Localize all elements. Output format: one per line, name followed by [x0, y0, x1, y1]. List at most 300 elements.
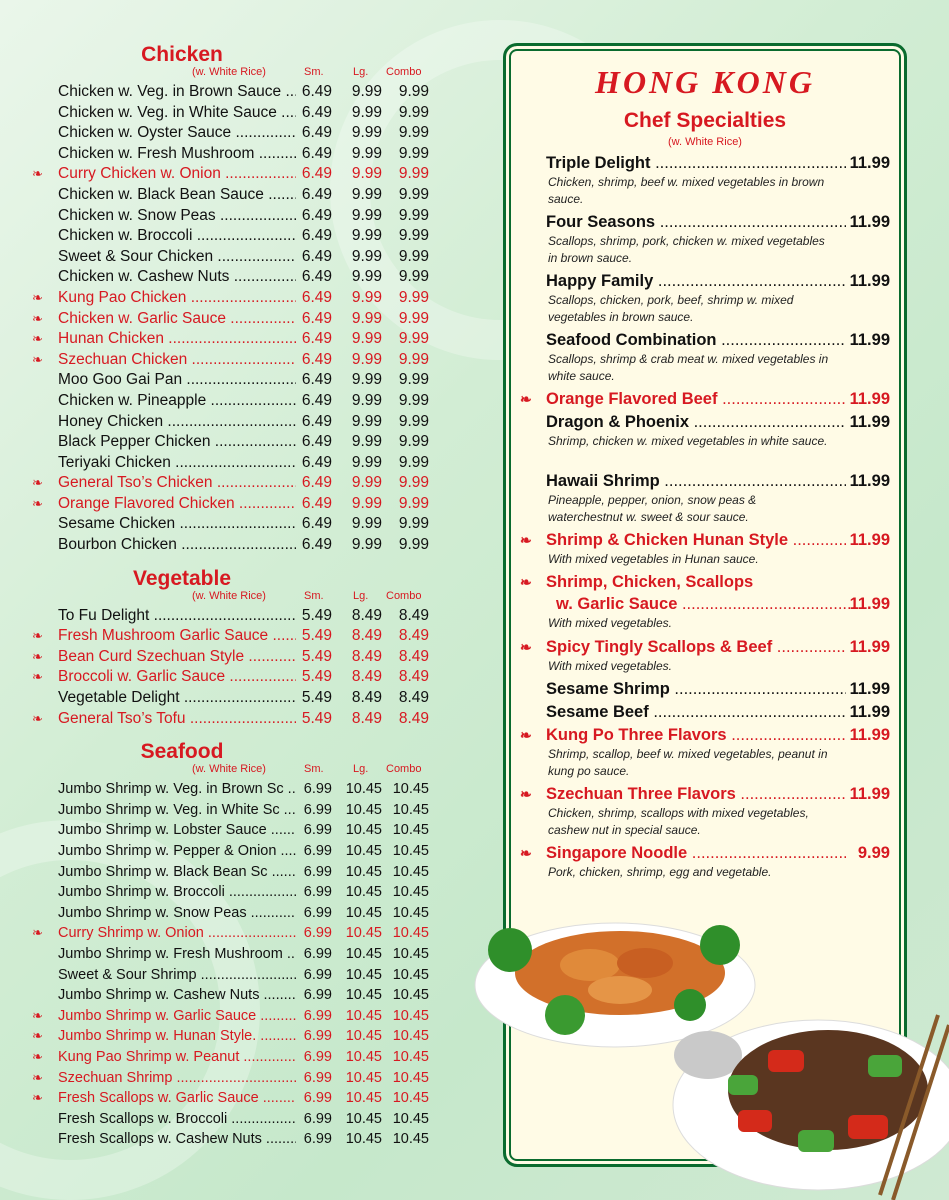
price-combo: 9.99: [398, 309, 429, 327]
chicken-section-title: Chicken: [141, 43, 223, 66]
menu-item-row: [32, 882, 442, 903]
price-sm: 6.49: [301, 309, 332, 327]
price-lg: 10.45: [345, 884, 382, 901]
specialty-description: Pork, chicken, shrimp, egg and vegetable.: [548, 865, 772, 879]
item-name: Bourbon Chicken .....: [58, 535, 296, 556]
specialty-name: Dragon & Phoenix .....: [546, 411, 846, 433]
price-sm: 6.99: [303, 1069, 332, 1086]
price-sm: 6.49: [301, 536, 332, 554]
chili-pepper-icon: ❧: [32, 710, 43, 726]
specialty-price: 11.99: [849, 726, 890, 744]
price-lg: 10.45: [345, 966, 382, 983]
price-sm: 6.49: [301, 165, 332, 183]
menu-item-row: [32, 473, 442, 494]
price-lg: 9.99: [351, 165, 382, 183]
specialty-price: 11.99: [849, 390, 890, 408]
chicken-header-col-lg: Lg.: [353, 66, 369, 78]
vegetable-header-col-lg: Lg.: [353, 589, 369, 602]
item-name: Orange Flavored Chicken .....: [58, 494, 296, 515]
item-name: Kung Pao Chicken .....: [58, 288, 296, 309]
menu-item-row: [32, 535, 442, 556]
menu-item-row: [32, 144, 442, 165]
price-combo: 9.99: [398, 433, 429, 451]
price-sm: 6.49: [301, 412, 332, 430]
specialty-name: Kung Po Three Flavors .....: [546, 724, 846, 746]
specialty-price: 11.99: [849, 213, 890, 231]
price-lg: 9.99: [351, 515, 382, 533]
menu-item-row: [32, 923, 442, 944]
specialty-price: 11.99: [849, 703, 890, 721]
specialty-price: 11.99: [849, 331, 890, 349]
chili-pepper-icon: ❧: [32, 1028, 43, 1044]
price-lg: 9.99: [351, 330, 382, 348]
item-name: Chicken w. Oyster Sauce .....: [58, 123, 296, 144]
item-name: To Fu Delight .....: [58, 606, 296, 627]
price-combo: 9.99: [398, 247, 429, 265]
price-lg: 9.99: [351, 412, 382, 430]
vegetable-section: [32, 568, 442, 730]
item-name: Chicken w. Snow Peas .....: [58, 206, 296, 227]
specialty-name: Spicy Tingly Scallops & Beef .....: [546, 636, 846, 658]
specialty-name: Hawaii Shrimp .....: [546, 470, 846, 492]
menu-item-row: [32, 606, 442, 627]
specialty-item: [520, 411, 890, 450]
price-sm: 6.99: [303, 1028, 332, 1045]
chili-pepper-icon: ❧: [32, 495, 43, 511]
vegetable-header-col-combo: Combo: [386, 589, 422, 602]
price-combo: 10.45: [392, 1007, 429, 1024]
price-combo: 9.99: [398, 165, 429, 183]
specialty-name: Shrimp & Chicken Hunan Style .....: [546, 529, 846, 551]
price-lg: 10.45: [345, 863, 382, 880]
price-lg: 9.99: [351, 227, 382, 245]
specialty-description: Chicken, shrimp, scallops with mixed vegetables, cashew nut in special sauce.: [548, 806, 809, 837]
item-name: Jumbo Shrimp w. Snow Peas .....: [58, 903, 296, 924]
price-sm: 6.99: [303, 1090, 332, 1107]
restaurant-brand: HONG KONG: [595, 64, 815, 100]
price-sm: 6.99: [303, 884, 332, 901]
price-combo: 10.45: [392, 925, 429, 942]
price-lg: 10.45: [345, 987, 382, 1004]
price-sm: 6.99: [303, 925, 332, 942]
menu-item-row: [32, 1026, 442, 1047]
price-sm: 6.99: [303, 843, 332, 859]
price-combo: 10.45: [392, 843, 429, 859]
price-combo: 8.49: [398, 709, 429, 727]
menu-item-row: [32, 647, 442, 668]
specialty-item: [520, 571, 890, 632]
price-lg: 8.49: [351, 647, 382, 665]
chicken-header-col-sm: Sm.: [304, 66, 324, 78]
price-sm: 5.49: [301, 647, 332, 665]
price-combo: 10.45: [392, 1069, 429, 1086]
chili-pepper-icon: ❧: [32, 1069, 43, 1085]
menu-item-row: [32, 391, 442, 412]
price-combo: 9.99: [398, 371, 429, 389]
item-name: Sweet & Sour Shrimp .....: [58, 965, 296, 986]
item-name: Jumbo Shrimp w. Veg. in Brown Sc .....: [58, 779, 296, 800]
price-sm: 6.49: [301, 330, 332, 348]
price-combo: 9.99: [398, 412, 429, 430]
chili-pepper-icon: ❧: [32, 351, 43, 367]
item-name: Chicken w. Veg. in Brown Sauce .....: [58, 82, 296, 103]
item-name: General Tso’s Chicken .....: [58, 473, 296, 494]
specialty-item: [520, 388, 890, 410]
item-name: Kung Pao Shrimp w. Peanut .....: [58, 1047, 296, 1068]
price-lg: 9.99: [351, 206, 382, 224]
price-combo: 9.99: [398, 494, 429, 512]
price-lg: 9.99: [351, 124, 382, 142]
chili-pepper-icon: ❧: [32, 925, 43, 941]
menu-item-row: [32, 1006, 442, 1027]
chili-pepper-icon: ❧: [32, 1007, 43, 1023]
specialty-price: 11.99: [849, 680, 890, 698]
price-sm: 5.49: [301, 689, 332, 707]
price-combo: 9.99: [398, 350, 429, 368]
item-name: Jumbo Shrimp w. Black Bean Sc .....: [58, 862, 296, 883]
price-combo: 10.45: [392, 863, 429, 880]
price-sm: 6.99: [303, 1048, 332, 1065]
price-lg: 9.99: [351, 185, 382, 203]
specialty-price: 11.99: [849, 638, 890, 656]
price-lg: 10.45: [345, 822, 382, 839]
specialty-description: Scallops, shrimp & crab meat w. mixed vegetables in white sauce.: [548, 352, 829, 383]
price-lg: 9.99: [351, 288, 382, 306]
item-name: Jumbo Shrimp w. Hunan Style. .....: [58, 1026, 296, 1047]
specialty-item: [520, 724, 890, 780]
chicken-column-header: [32, 66, 442, 82]
price-sm: 6.49: [301, 247, 332, 265]
price-lg: 10.45: [345, 1110, 382, 1127]
price-sm: 6.49: [301, 144, 332, 162]
menu-item-row: [32, 453, 442, 474]
price-combo: 9.99: [398, 474, 429, 492]
price-combo: 9.99: [398, 144, 429, 162]
seafood-header-col-sm: Sm.: [304, 763, 324, 776]
specialty-description: Chicken, shrimp, beef w. mixed vegetables in brown sauce.: [548, 175, 825, 206]
item-name: Bean Curd Szechuan Style .....: [58, 647, 296, 668]
price-combo: 9.99: [398, 227, 429, 245]
specialty-item: [520, 152, 890, 208]
price-sm: 6.99: [303, 801, 332, 818]
price-lg: 9.99: [351, 453, 382, 471]
price-sm: 6.49: [301, 227, 332, 245]
specialty-item: [520, 842, 890, 881]
price-sm: 6.49: [301, 350, 332, 368]
price-sm: 5.49: [301, 627, 332, 645]
price-sm: 6.99: [303, 1131, 332, 1148]
price-lg: 10.45: [345, 1007, 382, 1024]
price-combo: 9.99: [398, 536, 429, 554]
item-name: Teriyaki Chicken .....: [58, 453, 296, 474]
item-name: Sesame Chicken .....: [58, 514, 296, 535]
item-name: Fresh Scallops w. Garlic Sauce .....: [58, 1088, 296, 1109]
price-combo: 10.45: [392, 904, 429, 921]
chili-pepper-icon: ❧: [520, 639, 532, 655]
price-sm: 6.49: [301, 83, 332, 100]
chicken-header-col-combo: Combo: [386, 66, 422, 78]
price-lg: 9.99: [351, 144, 382, 162]
menu-item-row: [32, 247, 442, 268]
menu-item-row: [32, 862, 442, 883]
item-name: Black Pepper Chicken .....: [58, 432, 296, 453]
specialty-name: Four Seasons .....: [546, 211, 846, 233]
item-name: Hunan Chicken .....: [58, 329, 296, 350]
item-name: Jumbo Shrimp w. Fresh Mushroom .....: [58, 944, 296, 965]
price-lg: 10.45: [345, 945, 382, 962]
specialty-description: Shrimp, scallop, beef w. mixed vegetables, peanut in kung po sauce.: [548, 747, 828, 778]
specialty-name: Orange Flavored Beef .....: [546, 388, 846, 410]
specialty-item: [520, 211, 890, 267]
price-combo: 9.99: [398, 185, 429, 203]
price-sm: 6.49: [301, 453, 332, 471]
price-combo: 9.99: [398, 288, 429, 306]
seafood-header-col-lg: Lg.: [353, 763, 369, 776]
price-lg: 10.45: [345, 781, 382, 798]
price-combo: 10.45: [392, 1131, 429, 1148]
price-sm: 6.49: [301, 371, 332, 389]
price-sm: 6.49: [301, 494, 332, 512]
item-name: Chicken w. Cashew Nuts .....: [58, 267, 296, 288]
item-name: Jumbo Shrimp w. Veg. in White Sc .....: [58, 800, 296, 821]
item-name: Vegetable Delight .....: [58, 688, 296, 709]
price-lg: 9.99: [351, 494, 382, 512]
menu-item-row: [32, 1109, 442, 1130]
price-combo: 10.45: [392, 966, 429, 983]
specialty-item: [520, 270, 890, 326]
specialty-name: Seafood Combination .....: [546, 329, 846, 351]
specialty-item: [520, 636, 890, 675]
price-sm: 6.49: [301, 124, 332, 142]
menu-item-row: [32, 288, 442, 309]
price-lg: 9.99: [351, 268, 382, 286]
price-sm: 6.49: [301, 474, 332, 492]
price-combo: 9.99: [398, 330, 429, 348]
specialty-description: Scallops, shrimp, pork, chicken w. mixed vegetables in brown sauce.: [548, 234, 825, 265]
menu-left-column: [32, 40, 442, 1150]
menu-item-row: [32, 514, 442, 535]
item-name: Honey Chicken .....: [58, 412, 296, 433]
specialty-price: 11.99: [849, 785, 890, 803]
item-name: Fresh Mushroom Garlic Sauce .....: [58, 626, 296, 647]
price-lg: 8.49: [351, 689, 382, 707]
specialty-item: [520, 329, 890, 385]
vegetable-header-sub: (w. White Rice): [192, 589, 266, 602]
price-lg: 8.49: [351, 606, 382, 624]
price-sm: 6.49: [301, 515, 332, 533]
price-lg: 9.99: [351, 474, 382, 492]
price-sm: 5.49: [301, 668, 332, 686]
price-sm: 6.49: [301, 391, 332, 409]
menu-item-row: [32, 164, 442, 185]
menu-item-row: [32, 985, 442, 1006]
price-combo: 8.49: [398, 689, 429, 707]
price-lg: 8.49: [351, 627, 382, 645]
price-combo: 9.99: [398, 268, 429, 286]
item-name: Sweet & Sour Chicken .....: [58, 247, 296, 268]
price-lg: 10.45: [345, 1069, 382, 1086]
menu-item-row: [32, 206, 442, 227]
specialty-name: Sesame Shrimp .....: [546, 678, 846, 700]
price-lg: 9.99: [351, 247, 382, 265]
chili-pepper-icon: ❧: [520, 786, 532, 802]
price-lg: 9.99: [351, 83, 382, 100]
price-lg: 9.99: [351, 103, 382, 121]
price-lg: 10.45: [345, 1131, 382, 1148]
menu-item-row: [32, 494, 442, 515]
menu-item-row: [32, 82, 442, 103]
price-lg: 8.49: [351, 709, 382, 727]
price-combo: 9.99: [398, 103, 429, 121]
specialty-price: 11.99: [849, 413, 890, 431]
seafood-column-header: [32, 763, 442, 779]
specialty-description: Pineapple, pepper, onion, snow peas & waterchestnut w. sweet & sour sauce.: [548, 493, 757, 524]
chili-pepper-icon: ❧: [32, 310, 43, 326]
menu-item-row: [32, 779, 442, 800]
price-sm: 6.99: [303, 987, 332, 1004]
menu-item-row: [32, 103, 442, 124]
menu-item-row: [32, 1068, 442, 1089]
price-lg: 9.99: [351, 309, 382, 327]
price-sm: 6.99: [303, 822, 332, 839]
chili-pepper-icon: ❧: [32, 289, 43, 305]
chili-pepper-icon: ❧: [32, 628, 43, 644]
menu-item-row: [32, 267, 442, 288]
menu-item-row: [32, 820, 442, 841]
item-name: Curry Chicken w. Onion .....: [58, 164, 296, 185]
item-name: Fresh Scallops w. Broccoli .....: [58, 1109, 296, 1130]
chili-pepper-icon: ❧: [32, 648, 43, 664]
price-sm: 6.99: [303, 904, 332, 921]
chili-pepper-icon: ❧: [520, 574, 532, 590]
item-name: Chicken w. Black Bean Sauce .....: [58, 185, 296, 206]
specialty-description: With mixed vegetables in Hunan sauce.: [548, 552, 759, 566]
vegetable-section-title: Vegetable: [132, 566, 232, 590]
chili-pepper-icon: ❧: [520, 391, 532, 407]
price-combo: 8.49: [398, 606, 429, 624]
specialty-price: 11.99: [849, 272, 890, 290]
menu-item-row: [32, 329, 442, 350]
item-name: Chicken w. Garlic Sauce .....: [58, 309, 296, 330]
item-name: Chicken w. Broccoli .....: [58, 226, 296, 247]
specialty-description: Scallops, chicken, pork, beef, shrimp w. mixed vegetables in brown sauce.: [548, 293, 794, 324]
specialty-item: [520, 783, 890, 839]
specialty-price: 11.99: [849, 154, 890, 172]
price-combo: 8.49: [398, 627, 429, 645]
chili-pepper-icon: ❧: [32, 1090, 43, 1106]
menu-item-row: [32, 800, 442, 821]
price-combo: 9.99: [398, 391, 429, 409]
vegetable-header-col-sm: Sm.: [304, 589, 324, 602]
specialty-name: Happy Family .....: [546, 270, 846, 292]
item-name: Fresh Scallops w. Cashew Nuts .....: [58, 1129, 296, 1150]
specialty-description: With mixed vegetables.: [548, 659, 672, 673]
price-combo: 10.45: [392, 781, 429, 798]
item-name: Broccoli w. Garlic Sauce .....: [58, 667, 296, 688]
menu-item-row: [32, 309, 442, 330]
price-combo: 9.99: [398, 453, 429, 471]
menu-item-row: [32, 370, 442, 391]
price-combo: 10.45: [392, 945, 429, 962]
seafood-section: [32, 741, 442, 1150]
item-name: Jumbo Shrimp w. Pepper & Onion .....: [58, 841, 296, 862]
item-name: Jumbo Shrimp w. Broccoli .....: [58, 882, 296, 903]
price-sm: 6.49: [301, 185, 332, 203]
specialty-price: 11.99: [849, 595, 890, 613]
price-combo: 9.99: [398, 206, 429, 224]
price-combo: 10.45: [392, 1090, 429, 1107]
price-lg: 10.45: [345, 843, 382, 859]
menu-item-row: [32, 1088, 442, 1109]
price-lg: 9.99: [351, 371, 382, 389]
chili-pepper-icon: ❧: [520, 532, 532, 548]
menu-item-row: [32, 432, 442, 453]
specialty-price: 11.99: [849, 531, 890, 549]
specialty-item: [520, 470, 890, 526]
price-lg: 10.45: [345, 904, 382, 921]
chef-specialties-subtitle: (w. White Rice): [668, 136, 742, 148]
price-sm: 5.49: [301, 709, 332, 727]
chili-pepper-icon: ❧: [520, 727, 532, 743]
vegetable-column-header: [32, 590, 442, 606]
menu-item-row: [32, 667, 442, 688]
price-sm: 6.99: [303, 1007, 332, 1024]
menu-item-row: [32, 944, 442, 965]
price-combo: 10.45: [392, 1110, 429, 1127]
seafood-section-title: Seafood: [140, 740, 224, 764]
chef-specialties-title: Chef Specialties: [623, 109, 787, 132]
item-name: Chicken w. Veg. in White Sauce .....: [58, 103, 296, 124]
seafood-header-col-combo: Combo: [386, 763, 422, 776]
specialty-price: 11.99: [849, 472, 890, 490]
price-combo: 9.99: [398, 124, 429, 142]
specialty-name: Shrimp, Chicken, Scallops: [546, 573, 754, 591]
item-name: Jumbo Shrimp w. Garlic Sauce .....: [58, 1006, 296, 1027]
specialty-item: [520, 701, 890, 723]
price-combo: 8.49: [398, 668, 429, 686]
price-sm: 6.99: [303, 863, 332, 880]
specialty-name: Singapore Noodle .....: [546, 842, 846, 864]
menu-item-row: [32, 226, 442, 247]
menu-item-row: [32, 185, 442, 206]
menu-item-row: [32, 965, 442, 986]
menu-item-row: [32, 412, 442, 433]
price-sm: 6.49: [301, 103, 332, 121]
price-combo: 10.45: [392, 822, 429, 839]
menu-item-row: [32, 1047, 442, 1068]
price-combo: 10.45: [392, 884, 429, 901]
chili-pepper-icon: ❧: [32, 669, 43, 685]
price-combo: 10.45: [392, 987, 429, 1004]
specialty-item: [520, 678, 890, 700]
menu-item-row: [32, 688, 442, 709]
chili-pepper-icon: ❧: [520, 845, 532, 861]
price-lg: 8.49: [351, 668, 382, 686]
item-name: Moo Goo Gai Pan .....: [58, 370, 296, 391]
price-sm: 6.49: [301, 288, 332, 306]
price-sm: 6.99: [303, 966, 332, 983]
price-lg: 10.45: [345, 801, 382, 818]
price-combo: 10.45: [392, 801, 429, 818]
price-sm: 5.49: [301, 606, 332, 624]
price-combo: 8.49: [398, 647, 429, 665]
price-combo: 9.99: [398, 83, 429, 100]
price-lg: 10.45: [345, 925, 382, 942]
specialty-item: [520, 529, 890, 568]
price-sm: 6.49: [301, 433, 332, 451]
item-name: Jumbo Shrimp w. Lobster Sauce .....: [58, 820, 296, 841]
price-sm: 6.49: [301, 268, 332, 286]
